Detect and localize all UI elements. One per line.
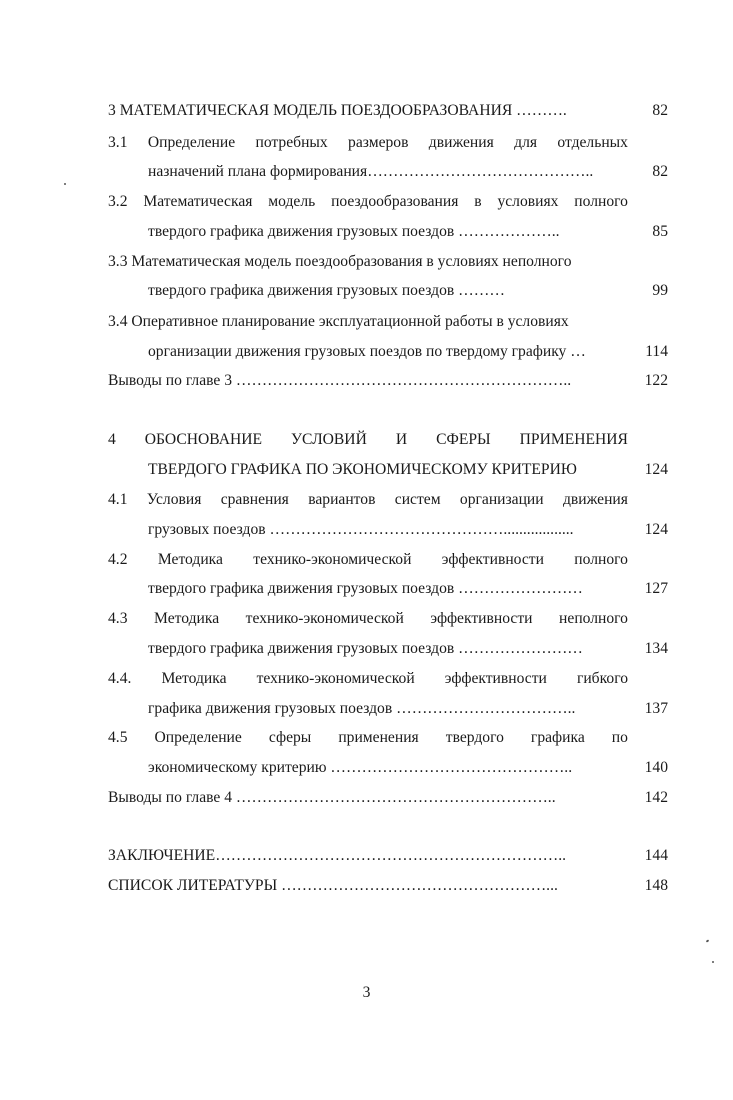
toc-word: И: [395, 431, 408, 448]
toc-page-number: 85: [652, 223, 668, 240]
page-number: 3: [362, 984, 371, 1001]
toc-word: поездообразования: [331, 193, 459, 210]
toc-word: 4.1: [108, 491, 128, 508]
toc-word: ОБОСНОВАНИЕ: [144, 431, 263, 448]
toc-line: 3.3 Математическая модель поездообразования в условиях неполного: [108, 253, 572, 270]
toc-line: твердого графика движения грузовых поездов ………: [148, 282, 505, 299]
toc-line: 3 МАТЕМАТИЧЕСКАЯ МОДЕЛЬ ПОЕЗДООБРАЗОВАНИЯ ……….: [108, 102, 567, 119]
toc-word: Математическая: [143, 193, 253, 210]
toc-page-number: 140: [644, 759, 668, 776]
toc-word: систем: [394, 491, 441, 508]
toc-word: графика: [530, 729, 585, 746]
toc-word: неполного: [559, 610, 628, 627]
toc-line: Выводы по главе 3 ………………………………………………………..: [108, 372, 572, 389]
toc-word: твердого: [445, 729, 504, 746]
toc-word: 4.4.: [108, 670, 132, 687]
toc-word: гибкого: [576, 670, 628, 687]
toc-line: [108, 490, 628, 510]
toc-word: по: [611, 729, 628, 746]
toc-line: [108, 192, 628, 212]
toc-page-number: 99: [652, 282, 668, 299]
toc-page-number: 144: [644, 847, 668, 864]
toc-word: 3.1: [108, 134, 128, 151]
toc-page-number: 114: [645, 343, 668, 360]
scan-speck: [706, 939, 710, 942]
toc-word: Методика: [157, 551, 223, 568]
toc-word: организации: [459, 491, 544, 508]
toc-word: 4.3: [108, 610, 128, 627]
toc-word: Методика: [154, 610, 220, 627]
toc-word: Методика: [161, 670, 227, 687]
toc-page-number: 122: [644, 372, 668, 389]
toc-line: [108, 550, 628, 570]
toc-word: 4.2: [108, 551, 128, 568]
toc-line: [108, 133, 628, 153]
toc-word: модель: [268, 193, 316, 210]
toc-line: [108, 669, 628, 689]
toc-line: грузовых поездов ………………………………………..................: [148, 521, 574, 538]
toc-word: условиях: [497, 193, 559, 210]
toc-page-number: 137: [644, 700, 668, 717]
scan-speck: [64, 183, 66, 185]
toc-word: эффективности: [444, 670, 547, 687]
toc-word: эффективности: [430, 610, 533, 627]
toc-word: технико-экономической: [256, 670, 415, 687]
toc-line: графика движения грузовых поездов ……………………………..: [148, 700, 576, 717]
toc-word: вариантов: [308, 491, 376, 508]
toc-line: назначений плана формирования……………………………………..: [148, 163, 594, 180]
toc-line: ТВЕРДОГО ГРАФИКА ПО ЭКОНОМИЧЕСКОМУ КРИТЕРИЮ: [148, 461, 577, 478]
toc-page-number: 148: [644, 877, 668, 894]
toc-word: Условия: [146, 491, 202, 508]
toc-word: УСЛОВИЙ: [291, 431, 367, 448]
toc-word: движения: [562, 491, 628, 508]
toc-word: 4: [108, 431, 116, 448]
toc-word: СФЕРЫ: [436, 431, 491, 448]
toc-line: Выводы по главе 4 ……………………………………………………..: [108, 789, 556, 806]
toc-word: технико-экономической: [253, 551, 412, 568]
toc-line: твердого графика движения грузовых поездов ……………………: [148, 640, 583, 657]
toc-line: твердого графика движения грузовых поездов ……………………: [148, 580, 583, 597]
toc-word: потребных: [255, 134, 328, 151]
toc-page-number: 142: [644, 789, 668, 806]
toc-word: применения: [338, 729, 419, 746]
toc-line: экономическому критерию ………………………………………..: [148, 759, 573, 776]
toc-word: в: [474, 193, 482, 210]
toc-line: [108, 430, 628, 450]
scan-speck: [712, 961, 714, 963]
toc-word: полного: [574, 551, 628, 568]
toc-line: 3.4 Оперативное планирование эксплуатационной работы в условиях: [108, 313, 569, 330]
toc-word: сферы: [268, 729, 312, 746]
toc-page-number: 124: [644, 521, 668, 538]
toc-word: движения: [428, 134, 494, 151]
toc-line: [108, 728, 628, 748]
toc-word: ПРИМЕНЕНИЯ: [519, 431, 628, 448]
toc-word: 4.5: [108, 729, 128, 746]
toc-line: ЗАКЛЮЧЕНИЕ…………………………………………………………..: [108, 847, 567, 864]
toc-page-number: 124: [644, 461, 668, 478]
toc-word: сравнения: [220, 491, 289, 508]
toc-line: СПИСОК ЛИТЕРАТУРЫ ……………………………………………...: [108, 877, 558, 894]
toc-word: Определение: [154, 729, 242, 746]
toc-page-number: 127: [644, 580, 668, 597]
toc-word: размеров: [348, 134, 409, 151]
toc-word: для: [514, 134, 538, 151]
toc-word: эффективности: [441, 551, 544, 568]
toc-line: [108, 609, 628, 629]
toc-page-number: 82: [652, 102, 668, 119]
toc-page-number: 134: [644, 640, 668, 657]
toc-page-number: 82: [652, 163, 668, 180]
toc-word: полного: [574, 193, 628, 210]
toc-line: организации движения грузовых поездов по твердому графику …: [148, 343, 586, 360]
toc-word: 3.2: [108, 193, 128, 210]
toc-line: твердого графика движения грузовых поездов ………………..: [148, 223, 560, 240]
toc-word: отдельных: [557, 134, 628, 151]
toc-word: Определение: [147, 134, 236, 151]
toc-word: технико-экономической: [245, 610, 404, 627]
